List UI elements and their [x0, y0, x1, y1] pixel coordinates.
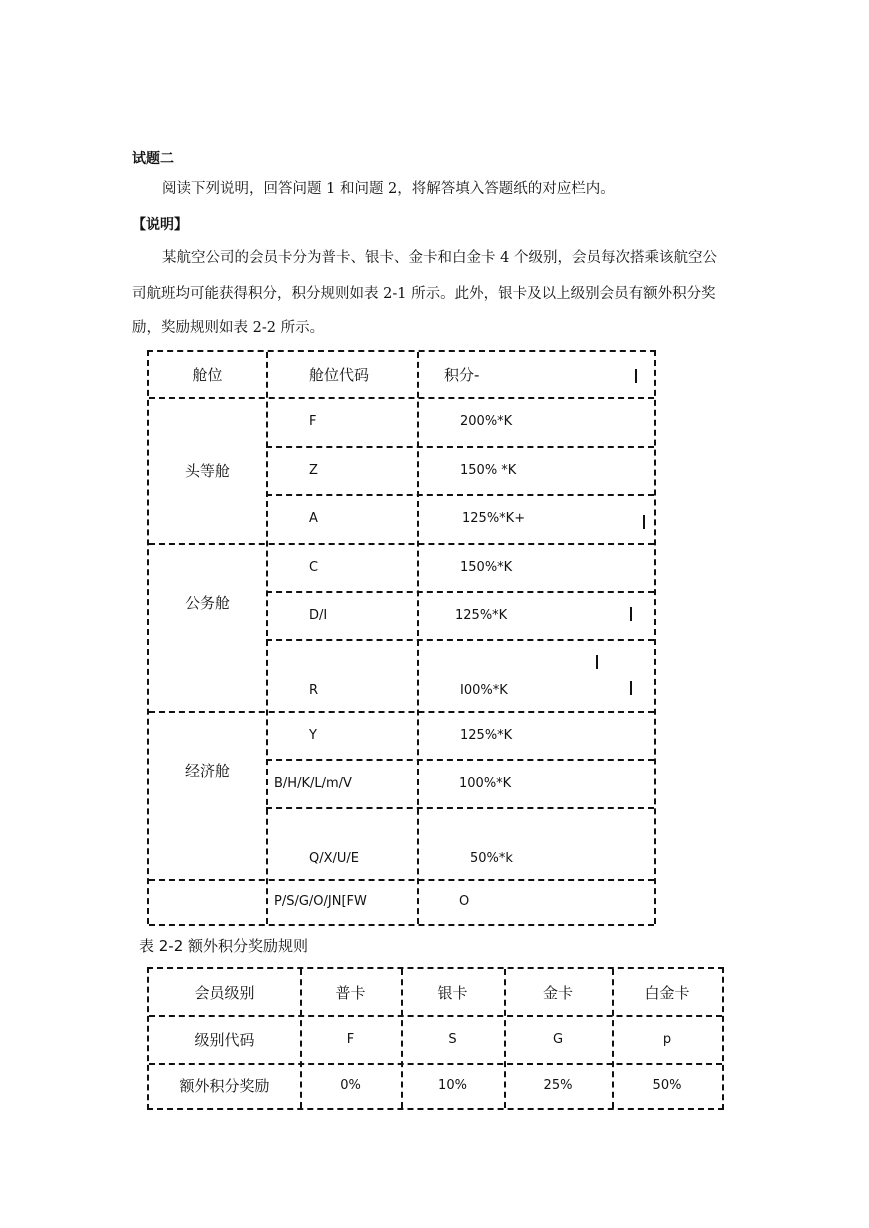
points-cell: 150%*K [460, 559, 513, 575]
level-code-cell: p [662, 1031, 672, 1047]
points-cell: 125%*K+ [462, 511, 526, 526]
points-cell: 50%*k [470, 850, 513, 866]
header-regular-card: 普卡 [335, 983, 366, 1002]
level-code-label: 级别代码 [194, 1030, 255, 1049]
code-cell: Q/X/U/E [309, 850, 360, 866]
code-cell: C [309, 559, 319, 575]
points-cell: 125%*K [455, 607, 508, 623]
description-line: 励，奖励规则如表 2-2 所示。 [132, 320, 325, 336]
code-cell: F [309, 414, 317, 429]
instruction-text: 阅读下列说明，回答问题 1 和问题 2，将解答填入答题纸的对应栏内。 [162, 181, 615, 197]
points-cell: 150% *K [460, 462, 517, 478]
bonus-label: 额外积分奖励 [179, 1077, 270, 1095]
header-cabin: 舱位 [192, 366, 223, 384]
points-cell: I00%*K [460, 682, 508, 698]
code-cell: Y [309, 727, 317, 743]
points-cell: O [459, 894, 470, 909]
code-cell: P/S/G/O/JN[FW [274, 894, 367, 909]
code-cell: A [309, 511, 318, 526]
code-cell: D/I [309, 607, 328, 623]
level-code-cell: F [346, 1031, 355, 1047]
points-cell: 200%*K [460, 414, 513, 429]
bonus-cell: 10% [438, 1078, 467, 1093]
points-cell: 125%*K [460, 727, 513, 743]
bonus-cell: 25% [543, 1078, 573, 1093]
level-code-cell: G [552, 1031, 564, 1047]
header-silver-card: 银卡 [437, 983, 468, 1002]
group-first-class: 头等舱 [184, 461, 230, 480]
code-cell: B/H/K/L/m/V [274, 775, 352, 791]
code-cell: Z [309, 462, 318, 478]
header-cabin-code: 舱位代码 [309, 366, 370, 384]
points-table [147, 350, 656, 924]
header-gold-card: 金卡 [542, 983, 573, 1002]
bonus-cell: 0% [340, 1078, 361, 1093]
question-title: 试题二 [132, 151, 174, 167]
header-points: 积分- [444, 366, 480, 384]
header-member-level: 会员级别 [194, 983, 255, 1002]
level-code-cell: S [448, 1031, 457, 1047]
points-cell: 100%*K [459, 775, 512, 791]
section-label: 【说明】 [132, 217, 188, 233]
description-line: 某航空公司的会员卡分为普卡、银卡、金卡和白金卡 4 个级别，会员每次搭乘该航空公 [162, 250, 717, 266]
description-line: 司航班均可能获得积分，积分规则如表 2-1 所示。此外，银卡及以上级别会员有额外积分奖 [132, 286, 716, 302]
code-cell: R [309, 682, 319, 698]
group-business-class: 公务舱 [184, 593, 230, 612]
bonus-table [147, 967, 724, 1110]
header-platinum-card: 白金卡 [644, 983, 690, 1002]
group-economy-class: 经济舱 [184, 761, 230, 780]
table2-caption: 表 2-2 额外积分奖励规则 [139, 937, 309, 955]
bonus-cell: 50% [652, 1078, 682, 1093]
